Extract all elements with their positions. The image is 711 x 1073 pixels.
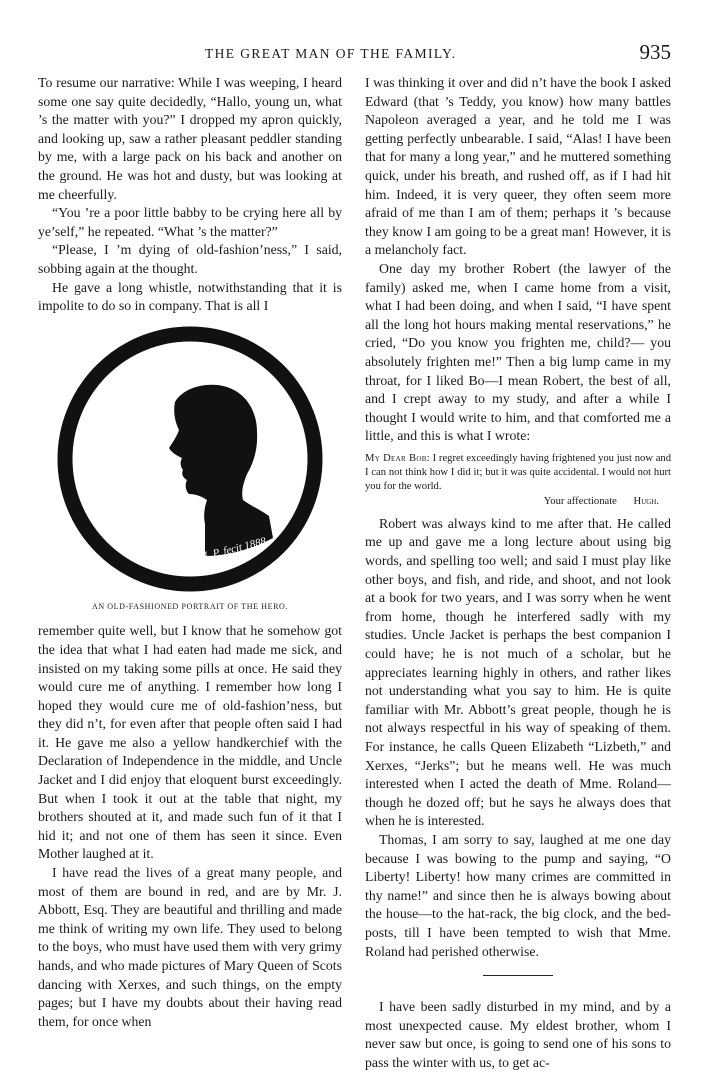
paragraph: Robert was always kind to me after that. He called me up and gave me a long lecture about using big words, and spelling too well; and said I must play like other boys, and fish, and ride, and shoot, and not look at a book for two years, and I was sorry when he went from home, though he interfered sadly with my studies. Uncle Jacket is perhaps the best companion I could have; he is not much of a scholar, but he appreciates learning highly in others, and rather likes not understanding what you say to him. He is quite familiar with Mr. Abbott’s great people, though he is not always respectful in his way of speaking of them. For instance, he calls Queen Elizabeth “Lizbeth,” and Xerxes, “Jerks”; but he means well. He was much interested when I acted the death of Mme. Roland—though he dozed off; but he says he always does that when he is interested. — [365, 515, 671, 829]
letter-greeting: My Dear Bob: — [365, 452, 430, 464]
letter-signature: Hugh. — [633, 495, 659, 507]
portrait-figure — [38, 324, 342, 617]
running-head — [0, 40, 711, 64]
letter-body: I regret exceedingly having frightened you just now and I can not think how I did it; but it was quite accidental. I would not hurt you for the world. — [365, 452, 671, 492]
paragraph: “You ’re a poor little babby to be crying here all by ye’self,” he repeated. “What ’s the matter?” — [38, 205, 342, 239]
paragraph: “Please, I ’m dying of old-fashion’ness,” I said, sobbing again at the thought. — [38, 242, 342, 276]
portrait-signature: H. P. fecit 1888. — [198, 534, 271, 564]
paragraph: He gave a long whistle, notwithstanding that it is impolite to do so in company. That is all I — [38, 279, 342, 314]
section-divider — [483, 975, 553, 976]
right-column — [365, 74, 671, 1073]
left-column — [38, 74, 342, 1031]
figure-caption: AN OLD-FASHIONED PORTRAIT OF THE HERO. — [91, 601, 289, 611]
letter-signoff — [365, 495, 671, 509]
silhouette-portrait-icon — [55, 324, 325, 594]
paragraph: remember quite well, but I know that he somehow got the idea that what I had eaten had made me sick, and insisted on my taking some pills at once. He said they would cure me of anything. I remember how long I hoped they would cure me of old-fashion’ness, but they did n’t, for even after that people often said I had it. He gave me also a yellow handkerchief with the Declaration of Independence in the middle, and Uncle Jacket and I did enjoy that eloquent burst exceedingly. But when I took it out at the table that night, my brothers shouted at it, and made such fun of it that I hid it; and not one of them has seen it since. Even Mother laughed at it. — [38, 623, 342, 862]
page-number: 935 — [639, 40, 671, 64]
paragraph: To resume our narrative: While I was weeping, I heard some one say quite decidedly, “Hallo, young un, what ’s the matter with you?” I dropped my apron quickly, and looking up, saw a rather pleasant peddler standing by me, with a large pack on his back and another on the ground. He was hot and dusty, but was looking at me cheerfully. — [38, 75, 342, 202]
running-title: THE GREAT MAN OF THE FAMILY. — [205, 46, 457, 61]
paragraph: Thomas, I am sorry to say, laughed at me one day because I was bowing to the pump and saying, “O Liberty! Liberty! how many crimes are committed in thy name!” and since then he is always bowing about the house—to the hat-rack, the big clock, and the bed-posts, till I have been tempted to wish that Mme. Roland had perished otherwise. — [365, 831, 671, 959]
letter-block — [365, 452, 671, 509]
paragraph: I was thinking it over and did n’t have the book I asked Edward (that ’s Teddy, you know) how many battles Napoleon averaged a year, and he told me I was getting perfectly unbearable. I said, “Alas! I have been that for many a long year,” and he muttered something quick, under his breath, and rushed off, as if I had hit him. Indeed, it is very queer, they often seem more afraid of me than I am of them; perhaps it ’s because they know I am going to be a great man! However, it is a melancholy fact. — [365, 75, 671, 258]
paragraph: One day my brother Robert (the lawyer of the family) asked me, when I came home from a visit, what I had been doing, and when I said, “I have spent all the long hot hours making mental reservations,” he cried, “Do you know you frighten me, child?— you absolutely frighten me!” Then a big lump came in my throat, for I liked Bo—I mean Robert, the best of all, and I crept away to my study, and after a while I thought I would write to him, and that comforted me a little, and this is what I wrote: — [365, 260, 671, 444]
paragraph: I have read the lives of a great many people, and most of them are bound in red, and are by Mr. J. Abbott, Esq. They are beautiful and thrilling and made me think of writing my own life. They used to belong to the boys, who must have used them with very grimy hands, and who made pictures of Mary Queen of Scots dancing with Xerxes, and such things, on the empty pages; but I have my doubts about their having read them, for once when — [38, 865, 342, 1029]
paragraph: I have been sadly disturbed in my mind, and by a most unexpected cause. My eldest brother, whom I never saw but once, is going to send one of his sons to pass the winter with us, to get ac- — [365, 999, 671, 1070]
letter-closing: Your affectionate — [543, 495, 617, 507]
